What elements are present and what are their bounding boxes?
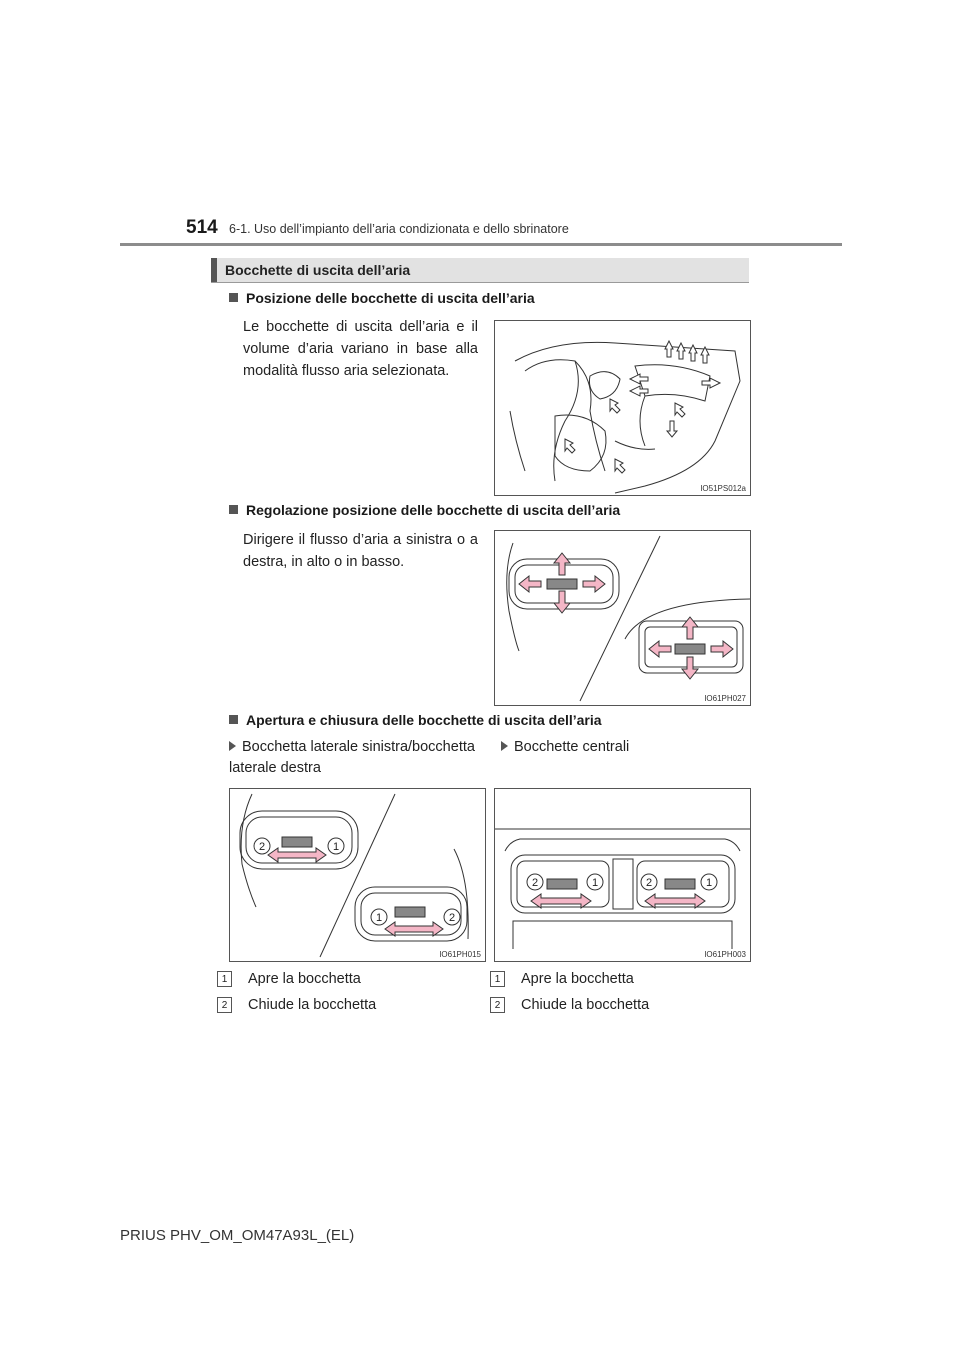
legend-number: 2 xyxy=(217,997,232,1013)
figure-center-vents xyxy=(494,788,751,962)
callout-2: 2 xyxy=(531,877,539,889)
legend-number: 1 xyxy=(490,971,505,987)
section-heading-bar xyxy=(211,258,749,283)
callout-1: 1 xyxy=(591,877,599,889)
subheading-text: Posizione delle bocchette di uscita dell’aria xyxy=(246,290,535,306)
subheading-text: Apertura e chiusura delle bocchette di uscita dell’aria xyxy=(246,712,602,728)
figure-code: IO61PH015 xyxy=(439,950,481,959)
car-interior-illustration xyxy=(495,321,750,495)
section-marker xyxy=(211,258,217,282)
paragraph-adjust: Dirigere il flusso d’aria a sinistra o a destra, in alto o in basso. xyxy=(243,532,478,570)
bullet-center-vents xyxy=(501,737,749,758)
subheading-position xyxy=(229,290,535,306)
bullet-side-vents xyxy=(229,737,477,779)
legend-text: Chiude la bocchetta xyxy=(248,997,377,1013)
side-vents-illustration xyxy=(230,789,485,961)
legend-item xyxy=(217,971,482,987)
figure-vent-adjust xyxy=(494,530,751,706)
figure-side-vents xyxy=(229,788,486,962)
triangle-bullet-icon xyxy=(501,741,508,751)
callout-1: 1 xyxy=(375,912,383,924)
triangle-bullet-icon xyxy=(229,741,236,751)
legend-number: 2 xyxy=(490,997,505,1013)
figure-code: IO61PH027 xyxy=(704,694,746,703)
page-number: 514 xyxy=(186,217,218,238)
square-bullet-icon xyxy=(229,505,238,514)
figure-code: IO61PH003 xyxy=(704,950,746,959)
legend-center xyxy=(490,971,755,1013)
paragraph-position: Le bocchette di uscita dell’aria e il volume d’aria variano in base alla modalità flusso aria selezionata. xyxy=(243,319,478,379)
subheading-adjust xyxy=(229,502,620,518)
section-title: Bocchette di uscita dell’aria xyxy=(225,262,411,278)
square-bullet-icon xyxy=(229,715,238,724)
callout-2: 2 xyxy=(258,841,266,853)
callout-1: 1 xyxy=(705,877,713,889)
callout-2: 2 xyxy=(645,877,653,889)
vent-direction-illustration xyxy=(495,531,750,705)
subheading-text: Regolazione posizione delle bocchette di uscita dell’aria xyxy=(246,502,621,518)
legend-text: Apre la bocchetta xyxy=(248,971,361,987)
center-vents-illustration xyxy=(495,789,750,961)
legend-item xyxy=(217,997,482,1013)
legend-side xyxy=(217,971,482,1013)
callout-2: 2 xyxy=(448,912,456,924)
legend-item xyxy=(490,997,755,1013)
bullet-text: Bocchette centrali xyxy=(514,739,630,755)
document-id: PRIUS PHV_OM_OM47A93L_(EL) xyxy=(120,1227,355,1244)
header-rule xyxy=(120,243,842,246)
legend-text: Chiude la bocchetta xyxy=(521,997,650,1013)
square-bullet-icon xyxy=(229,293,238,302)
subheading-open-close xyxy=(229,712,602,728)
figure-vents-location xyxy=(494,320,751,496)
callout-1: 1 xyxy=(332,841,340,853)
legend-number: 1 xyxy=(217,971,232,987)
legend-item xyxy=(490,971,755,987)
chapter-title: 6-1. Uso dell’impianto dell’aria condizionata e dello sbrinatore xyxy=(229,222,569,236)
bullet-text: Bocchetta laterale sinistra/bocchetta laterale destra xyxy=(229,739,475,776)
legend-text: Apre la bocchetta xyxy=(521,971,634,987)
figure-code: IO51PS012a xyxy=(700,484,746,493)
